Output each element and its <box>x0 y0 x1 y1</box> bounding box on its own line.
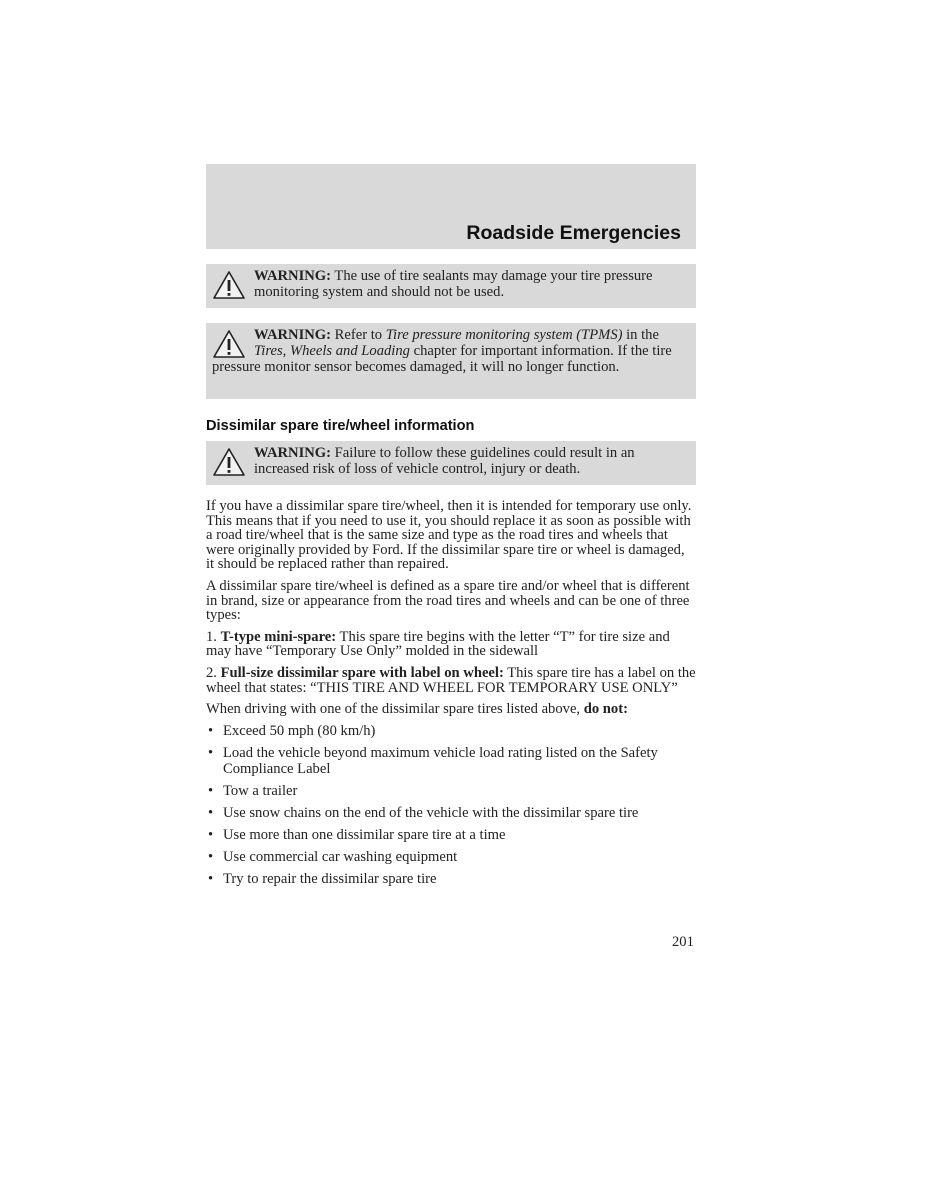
instruction-text: When driving with one of the dissimilar spare tires listed above, <box>206 701 584 718</box>
instruction-emphasis: do not: <box>583 701 628 718</box>
warning-triangle-icon <box>212 447 246 477</box>
list-item-text: Use snow chains on the end of the vehicle with the dissimilar spare tire <box>223 804 639 821</box>
warning-text: chapter for important information. If the tire pressure monitor sensor becomes damaged, it will no longer function. <box>212 343 672 375</box>
warning-box-guidelines <box>206 441 696 485</box>
list-item <box>206 783 696 799</box>
driving-instruction <box>206 702 696 717</box>
list-item <box>206 827 696 843</box>
type-1-description <box>206 630 696 659</box>
bullet-icon: • <box>208 744 214 761</box>
page-number: 201 <box>672 934 694 950</box>
bullet-icon: • <box>208 782 214 799</box>
warning-text: The use of tire sealants may damage your tire pressure monitoring system and should not be used. <box>254 268 653 300</box>
list-item-text: Use commercial car washing equipment <box>223 848 458 865</box>
warning-text: Failure to follow these guidelines could result in an increased risk of loss of vehicle control, injury or death. <box>254 445 635 477</box>
bullet-icon: • <box>208 722 214 739</box>
list-item-text: Tow a trailer <box>223 782 298 799</box>
tpms-reference: Tire pressure monitoring system (TPMS) <box>385 327 623 343</box>
type-text: This spare tire begins with the letter “T” for tire size and may have “Temporary Use Only” molded in the sidewall <box>206 628 670 660</box>
bullet-icon: • <box>208 826 214 843</box>
chapter-reference: Tires, Wheels and Loading <box>254 343 410 359</box>
bullet-icon: • <box>208 804 214 821</box>
warning-triangle-icon <box>212 329 246 359</box>
warning-label: WARNING: <box>254 445 332 461</box>
do-not-list <box>206 723 696 887</box>
type-text: This spare tire has a label on the wheel that states: “THIS TIRE AND WHEEL FOR TEMPORARY USE ONLY” <box>206 664 696 696</box>
list-item-text: Try to repair the dissimilar spare tire <box>223 870 437 887</box>
list-item <box>206 849 696 865</box>
list-item <box>206 745 696 777</box>
warning-text: Refer to <box>331 327 386 343</box>
header-band <box>206 164 696 249</box>
warning-label: WARNING: <box>254 327 332 343</box>
type-number: 1. <box>206 628 221 645</box>
warning-box-tpms <box>206 323 696 399</box>
warning-label: WARNING: <box>254 268 332 284</box>
list-item-text: Load the vehicle beyond maximum vehicle load rating listed on the Safety Compliance Label <box>223 744 658 777</box>
list-item <box>206 805 696 821</box>
type-name: T-type mini-spare: <box>220 628 337 645</box>
bullet-icon: • <box>208 870 214 887</box>
warning-triangle-icon <box>212 270 246 300</box>
list-item-text: Use more than one dissimilar spare tire at a time <box>223 826 506 843</box>
list-item <box>206 723 696 739</box>
warning-box-sealants <box>206 264 696 308</box>
list-item-text: Exceed 50 mph (80 km/h) <box>223 722 376 739</box>
type-name: Full-size dissimilar spare with label on wheel: <box>220 664 504 681</box>
paragraph-intended-use: If you have a dissimilar spare tire/wheel, then it is intended for temporary use only. This means that if you need to use it, you should replace it as soon as possible with a road tire/wheel that is the same size and type as the road tires and wheels that were originally provided by Ford. If the dissimilar spare tire or wheel is damaged, it should be replaced rather than repaired. <box>206 498 692 573</box>
warning-text: in the <box>622 327 659 343</box>
type-2-description <box>206 666 696 695</box>
paragraph-definition: A dissimilar spare tire/wheel is defined as a spare tire and/or wheel that is different in brand, size or appearance from the road tires and wheels and can be one of three types: <box>206 577 690 624</box>
body-content <box>206 499 696 893</box>
bullet-icon: • <box>208 848 214 865</box>
section-heading: Dissimilar spare tire/wheel information <box>206 418 475 434</box>
list-item <box>206 871 696 887</box>
type-number: 2. <box>206 664 221 681</box>
page-title: Roadside Emergencies <box>466 222 681 244</box>
